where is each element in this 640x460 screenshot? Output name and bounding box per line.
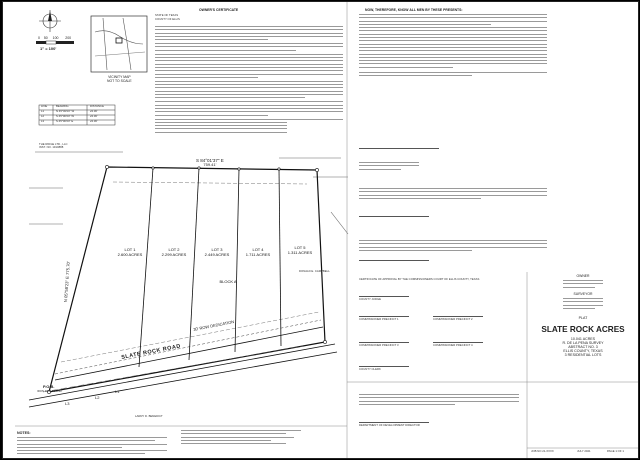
line-table: LINE BEARING DISTANCE L1 N 45°00'00" W 24.90' L2 S 45°00'00" W 24.90' L3 S 45°00'00" E 24.90' <box>40 105 116 125</box>
line-label-l3: L3 <box>65 401 70 406</box>
adjoiner-right: DONALD E. CAMPBELL <box>299 269 330 273</box>
surveyor-certificate <box>359 240 547 253</box>
north-arrow-icon <box>39 10 61 32</box>
boundary-polygon <box>29 167 337 407</box>
now-therefore-heading: NOW, THEREFORE, KNOW ALL MEN BY THESE PRESENTS: <box>365 8 463 12</box>
commissioner-4: COMMISSIONER PRECINCT 4 <box>433 343 473 347</box>
owner-label: OWNER <box>576 274 590 278</box>
notary-text <box>359 188 547 201</box>
line-table-row: L3 S 45°00'00" E 24.90' <box>41 119 98 123</box>
adjoiner-bottom: LARRY D. BENEDICT <box>135 414 163 418</box>
surveyor-signature-line <box>359 260 429 261</box>
lot-3-label: LOT 3 2.449 ACRES <box>204 247 230 257</box>
job-number: JOB NO 21-XXXX <box>531 449 554 453</box>
line-table-row: L1 N 45°00'00" W 24.90' <box>41 109 98 113</box>
county-name: ELLIS COUNTY, TEXAS <box>563 349 603 353</box>
monument-markers <box>47 165 326 393</box>
notes-text <box>17 437 167 457</box>
state-label: STATE OF TEXAS <box>155 13 179 17</box>
west-bearing: N 05°58'23" E 775.70' <box>63 261 71 303</box>
county-clerk: COUNTY CLERK <box>359 367 381 371</box>
surveyor-info <box>563 298 603 311</box>
notes-header: NOTES: <box>17 431 31 435</box>
dedication-text <box>359 14 547 78</box>
plat-label: PLAT <box>578 316 588 320</box>
director-label: DEPARTMENT OF DEVELOPMENT DIRECTOR <box>359 423 420 427</box>
signature-line <box>359 148 439 149</box>
line-table-row: L2 S 45°00'00" W 24.90' <box>41 114 98 118</box>
notary-block <box>359 162 419 172</box>
north-bearing: S 84°01'37" E 759.41' <box>196 158 224 167</box>
plat-date: JULY 2021 <box>577 449 591 453</box>
development-approval-text <box>359 394 519 407</box>
scale-bar <box>36 41 74 44</box>
commissioner-1: COMMISSIONER PRECINCT 1 <box>359 317 399 321</box>
pob-note: IRON ROD FOUND <box>37 389 62 393</box>
county-judge-label: COUNTY JUDGE <box>359 297 382 301</box>
subdivision-title: SLATE ROCK ACRES <box>541 325 625 334</box>
pob-label: P.O.B. <box>43 384 55 389</box>
commissioner-2: COMMISSIONER PRECINCT 2 <box>433 317 473 321</box>
plat-sheet <box>2 1 639 459</box>
lot-2-label: LOT 2 2.299 ACRES <box>161 247 187 257</box>
legend-text <box>181 430 331 446</box>
lot-1-label: LOT 1 2.600 ACRES <box>117 247 143 257</box>
vicinity-map <box>91 16 147 72</box>
notary-signature-line <box>359 216 429 217</box>
page-number: PAGE 1 OF 1 <box>607 449 624 453</box>
lots-summary: 3 RESIDENTIAL LOTS <box>564 353 602 357</box>
road-label: SLATE ROCK ROAD <box>120 343 182 361</box>
lot-5-label: LOT 5 1.311 ACRES <box>287 245 313 255</box>
adjoiner-left: THE RIDGE LTD., LLC INST. NO. 1910888 <box>39 142 68 150</box>
county-judge-line <box>359 296 409 297</box>
vicinity-label: VICINITY MAP NOT TO SCALE <box>107 75 132 83</box>
surveyor-label: SURVEYOR <box>573 292 593 296</box>
commissioner-3: COMMISSIONER PRECINCT 3 <box>359 343 399 347</box>
owners-certificate-text <box>155 26 343 135</box>
adjoiner-lines <box>29 152 348 234</box>
block-label: BLOCK A <box>219 279 237 284</box>
line-label-l2: L2 <box>95 395 100 400</box>
survey-name: R. DE LA PENA SURVEY <box>562 341 604 345</box>
lot-4-label: LOT 4 1.711 ACRES <box>245 247 271 257</box>
owners-certificate-title: OWNER'S CERTIFICATE <box>199 8 239 12</box>
owner-info <box>563 280 603 290</box>
line-label-l1: L1 <box>115 389 120 394</box>
abstract-no: ABSTRACT NO. 3 <box>568 345 598 349</box>
scale-ticks: 0 50 100 200 <box>38 36 72 40</box>
approval-heading: CERTIFICATE OF APPROVAL BY THE COMMISSIONERS COURT OF ELLIS COUNTY, TEXAS <box>359 277 480 281</box>
acreage: 10.041 ACRES <box>570 337 596 341</box>
scale-text: 1" = 100' <box>40 46 57 51</box>
road-dedication-label: 30' ROW DEDICATION <box>192 319 235 332</box>
lot-lines <box>139 168 281 367</box>
county-label: COUNTY OF ELLIS <box>155 17 180 21</box>
